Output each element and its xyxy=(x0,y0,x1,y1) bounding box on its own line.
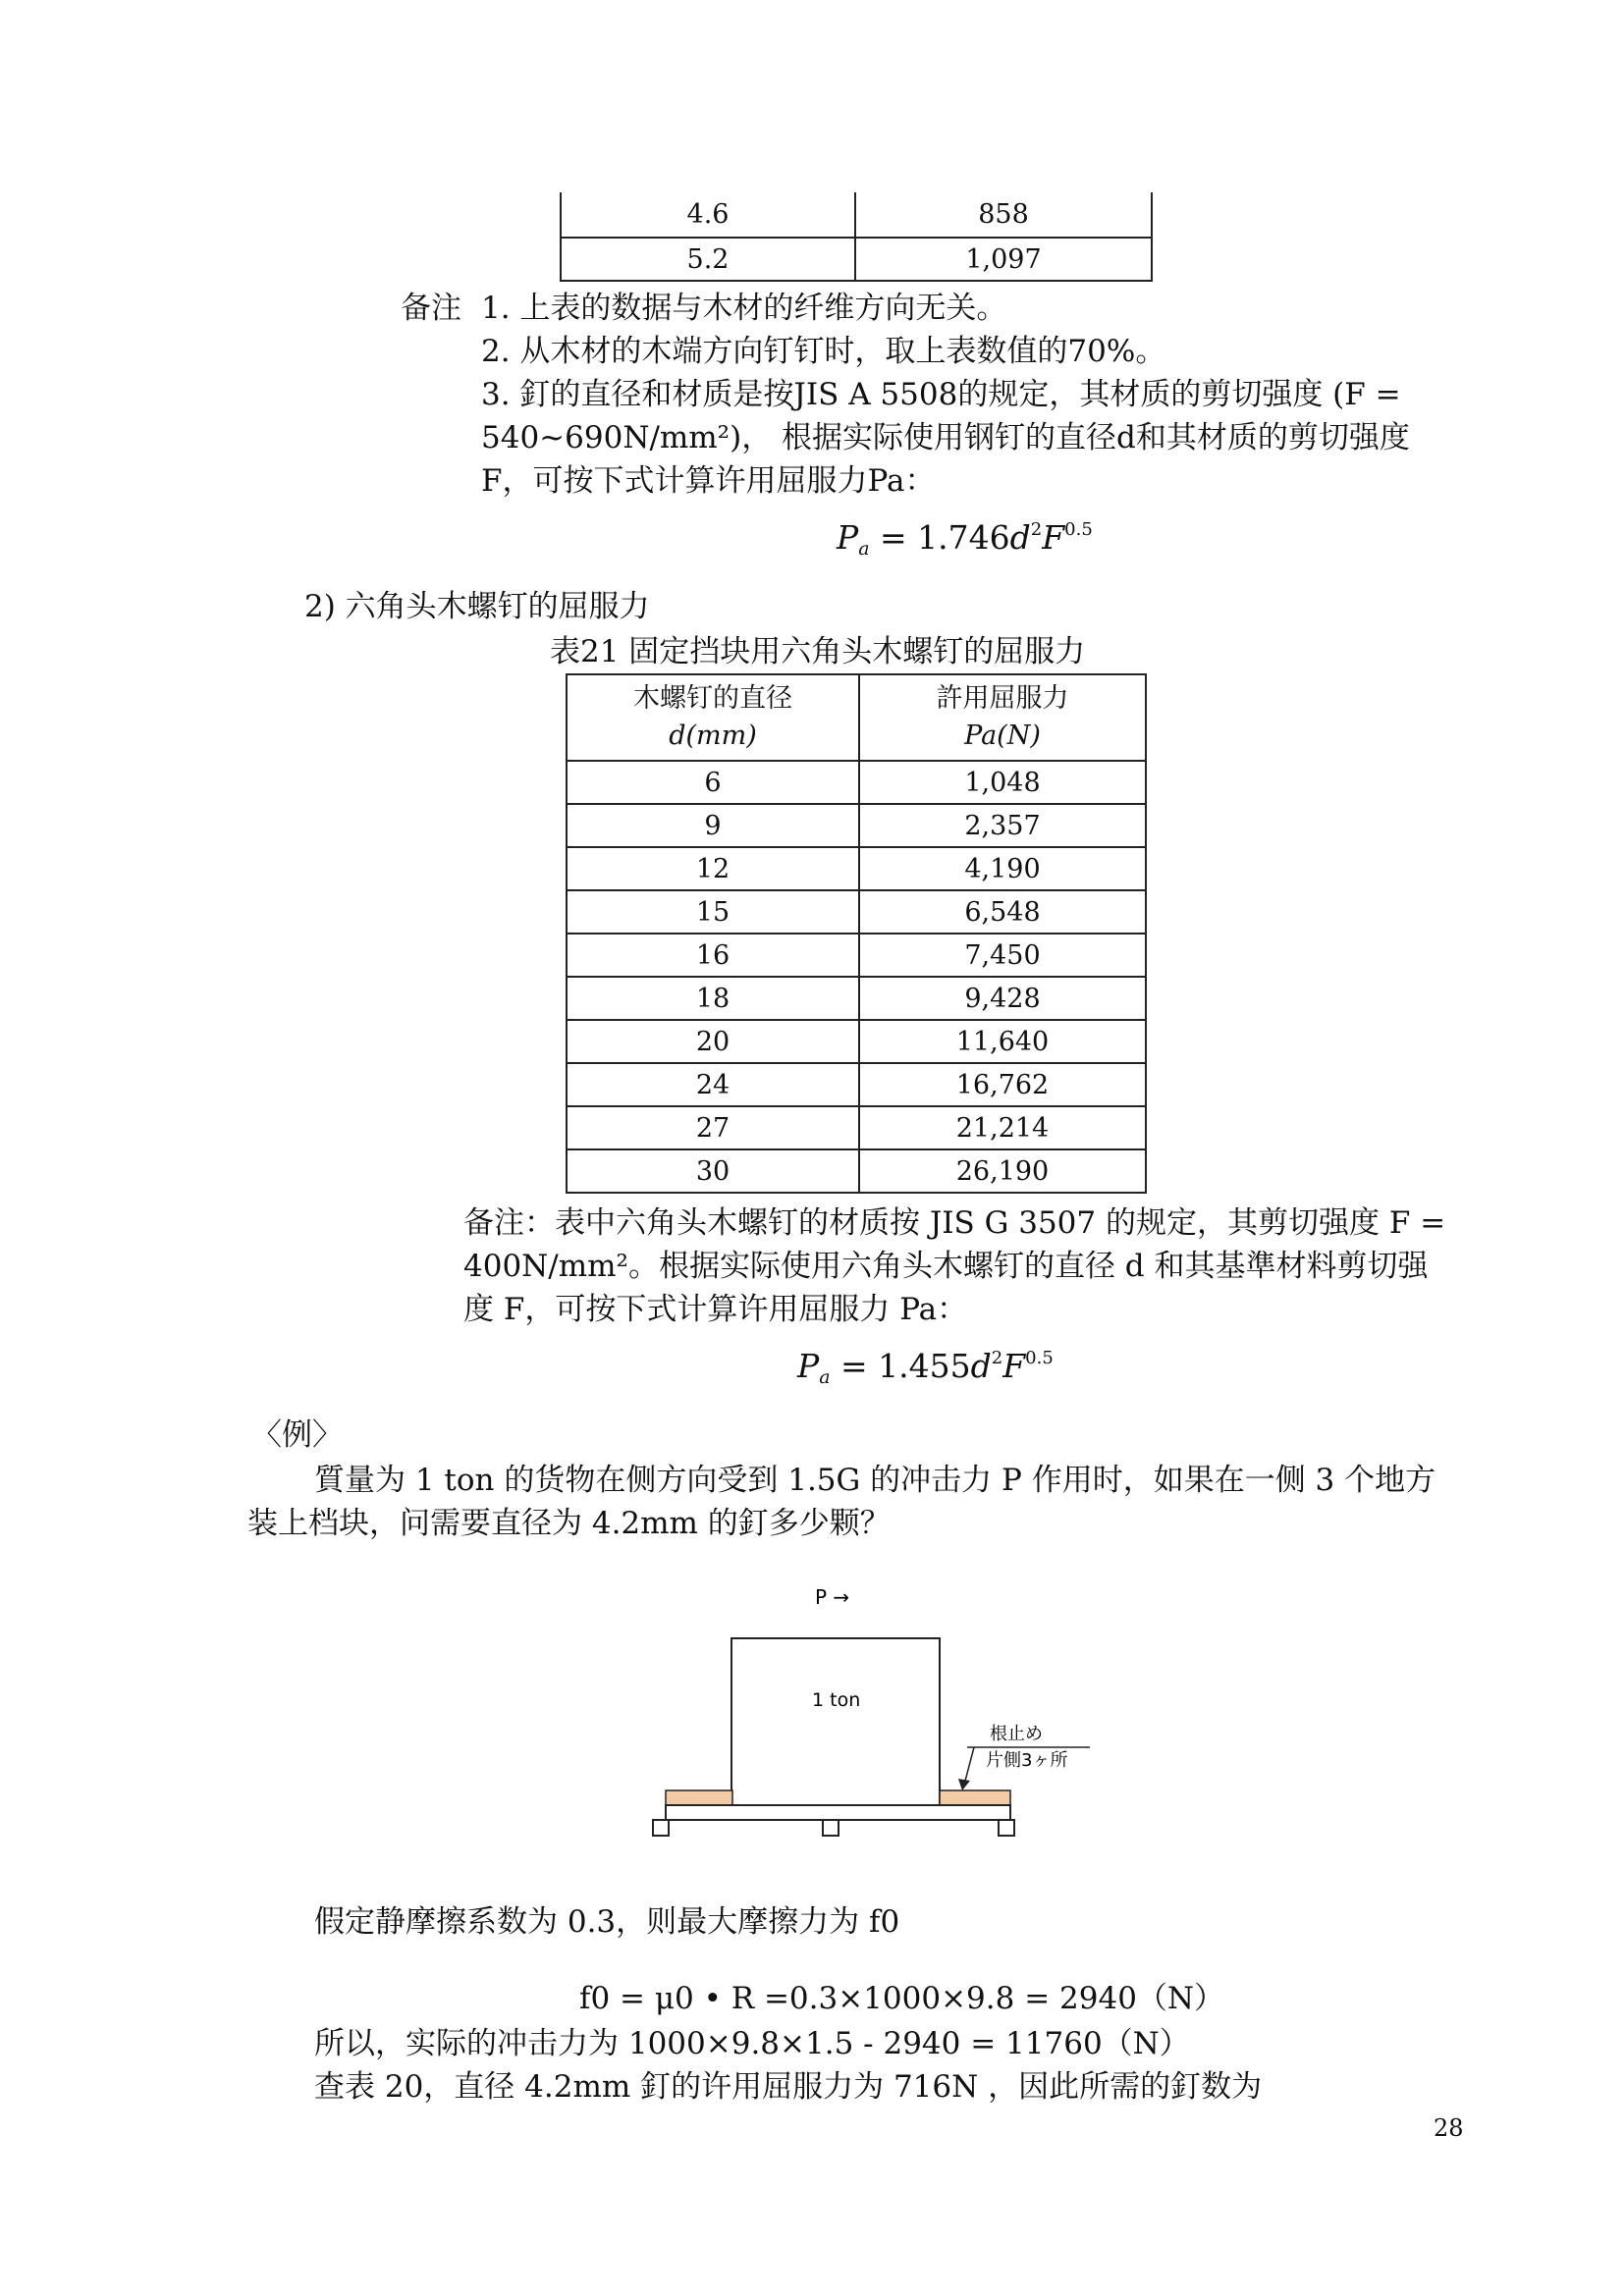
nail-yield-formula: $P_a = 1.746d^2F^{0.5}$ xyxy=(837,518,1093,560)
lag-screw-strength-table xyxy=(566,673,1147,1194)
diameter-cell: 30 xyxy=(567,1149,859,1193)
yield-cell: 1,048 xyxy=(859,761,1146,804)
cargo-diagram xyxy=(628,1571,1119,1865)
yield-cell: 16,762 xyxy=(859,1063,1146,1106)
note-3-line1: 3. 釘的直径和材质是按JIS A 5508的规定，其材质的剪切强度 (F = xyxy=(481,377,1401,412)
lag-yield-formula: $P_a = 1.455d^2F^{0.5}$ xyxy=(797,1347,1054,1388)
chock-left xyxy=(666,1790,732,1805)
yield-cell: 7,450 xyxy=(859,934,1146,977)
example-label: 〈例〉 xyxy=(251,1417,343,1453)
example-question-line1: 質量为 1 ton 的货物在侧方向受到 1.5G 的冲击力 P 作用时，如果在一侧 3 个地方 xyxy=(314,1463,1436,1498)
table-row xyxy=(567,1063,1146,1106)
table-cell: 1,097 xyxy=(855,238,1152,281)
table-row xyxy=(567,804,1146,847)
note-3-line2: 540~690N/mm²)， 根据实际使用钢钉的直径d和其材质的剪切强度 xyxy=(481,420,1410,455)
diameter-cell: 18 xyxy=(567,977,859,1020)
table-header-row xyxy=(567,674,1146,761)
yield-cell: 26,190 xyxy=(859,1149,1146,1193)
section-heading: 2) 六角头木螺钉的屈服力 xyxy=(304,589,650,624)
diameter-cell: 16 xyxy=(567,934,859,977)
diameter-cell: 15 xyxy=(567,890,859,934)
diameter-cell: 20 xyxy=(567,1020,859,1063)
pallet-foot xyxy=(823,1820,839,1836)
table-row xyxy=(561,192,1152,238)
table-caption: 表21 固定挡块用六角头木螺钉的屈服力 xyxy=(550,634,1086,669)
actual-force-text: 所以，实际的冲击力为 1000×9.8×1.5 - 2940 = 11760（N） xyxy=(314,2026,1190,2061)
friction-formula: f0 = μ0 • R =0.3×1000×9.8 = 2940（N） xyxy=(579,1981,1225,2016)
notes-label: 备注 xyxy=(401,291,461,326)
note-1: 1. 上表的数据与木材的纤维方向无关。 xyxy=(481,291,1007,326)
header-unit: d(mm) xyxy=(669,721,757,751)
note-2: 2. 从木材的木端方向钉钉时，取上表数值的70%。 xyxy=(481,334,1166,369)
leader-line xyxy=(964,1747,974,1785)
page-number: 28 xyxy=(1434,2114,1464,2142)
table-row xyxy=(567,1149,1146,1193)
nail-strength-table-continued xyxy=(560,192,1153,282)
note-lag-line3: 度 F，可按下式计算许用屈服力 Pa： xyxy=(463,1292,968,1327)
assumption-text: 假定静摩擦系数为 0.3，则最大摩擦力为 f0 xyxy=(314,1904,900,1940)
yield-cell: 11,640 xyxy=(859,1020,1146,1063)
table-row xyxy=(567,890,1146,934)
yield-cell: 9,428 xyxy=(859,977,1146,1020)
table-row xyxy=(567,934,1146,977)
table-row xyxy=(567,977,1146,1020)
table-row xyxy=(567,761,1146,804)
cargo-label: 1 ton xyxy=(812,1689,861,1711)
cargo-box xyxy=(731,1638,940,1805)
table-row xyxy=(561,238,1152,281)
diameter-cell: 9 xyxy=(567,804,859,847)
yield-cell: 6,548 xyxy=(859,890,1146,934)
header-text: 許用屈服力 xyxy=(936,683,1069,714)
yield-cell: 4,190 xyxy=(859,847,1146,890)
diameter-cell: 12 xyxy=(567,847,859,890)
formula-coefficient: = 1.746 xyxy=(880,518,1010,557)
note-3-line3: F，可按下式计算许用屈服力Pa： xyxy=(481,463,936,499)
chock-note-line2: 片側3ヶ所 xyxy=(986,1750,1068,1771)
header-unit: Pa(N) xyxy=(964,721,1041,751)
lookup-text: 查表 20，直径 4.2mm 釘的许用屈服力为 716N ，因此所需的釘数为 xyxy=(314,2069,1263,2105)
table-cell: 5.2 xyxy=(561,238,855,281)
note-lag-line1: 备注：表中六角头木螺钉的材质按 JIS G 3507 的规定，其剪切强度 F = xyxy=(463,1205,1446,1241)
diameter-cell: 24 xyxy=(567,1063,859,1106)
table-cell: 4.6 xyxy=(561,192,855,238)
chock-note-line1: 根止め xyxy=(990,1724,1043,1744)
pallet-deck xyxy=(666,1805,1010,1820)
table-cell: 858 xyxy=(855,192,1152,238)
chock-right xyxy=(940,1790,1010,1805)
table-row xyxy=(567,1106,1146,1149)
example-question-line2: 装上档块，问需要直径为 4.2mm 的釘多少颗？ xyxy=(247,1506,891,1541)
table-row xyxy=(567,1020,1146,1063)
yield-cell: 2,357 xyxy=(859,804,1146,847)
column-header-diameter xyxy=(567,674,859,761)
pallet-foot xyxy=(999,1820,1014,1836)
diameter-cell: 6 xyxy=(567,761,859,804)
formula-coefficient: = 1.455 xyxy=(840,1347,971,1385)
pallet-foot xyxy=(653,1820,669,1836)
diameter-cell: 27 xyxy=(567,1106,859,1149)
table-row xyxy=(567,847,1146,890)
yield-cell: 21,214 xyxy=(859,1106,1146,1149)
force-label: P → xyxy=(815,1585,850,1609)
arrow-head-icon xyxy=(958,1779,970,1790)
header-text: 木螺钉的直径 xyxy=(633,683,792,714)
column-header-yield xyxy=(859,674,1146,761)
note-lag-line2: 400N/mm²。根据实际使用六角头木螺钉的直径 d 和其基準材料剪切强 xyxy=(463,1249,1429,1284)
